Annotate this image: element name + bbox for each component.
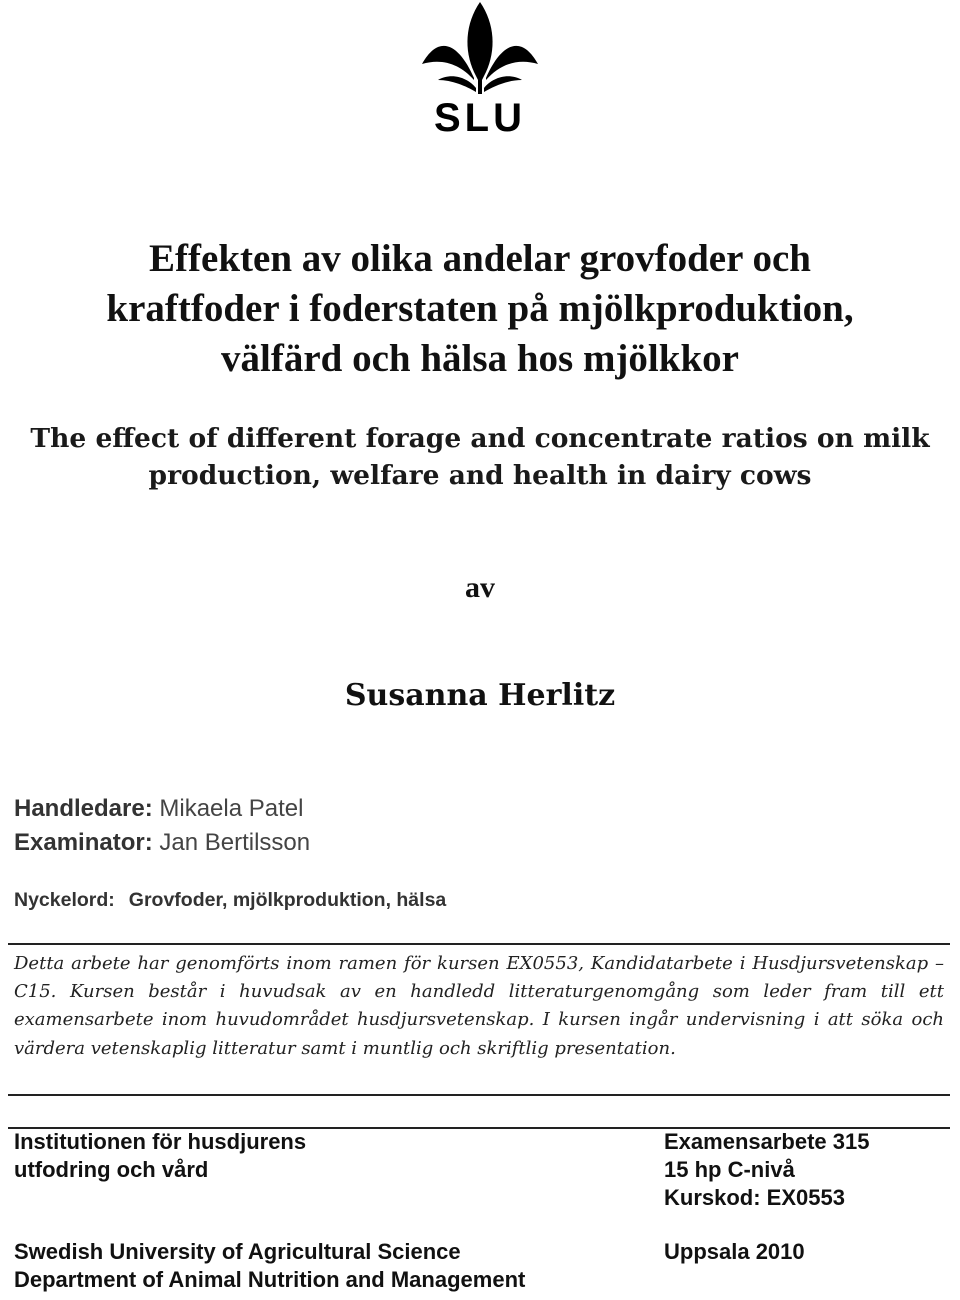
slu-plant-emblem-icon xyxy=(418,0,542,140)
slu-logo xyxy=(418,0,542,140)
credits-level: 15 hp C-nivå xyxy=(664,1157,795,1182)
thesis-title-english xyxy=(0,420,960,494)
title-en-line-2: production, welfare and health in dairy cows xyxy=(148,460,812,491)
course-description: Detta arbete har genomförts inom ramen för kursen EX0553, Kandidatarbete i Husdjursvetenskap – C15. Kursen består i huvudsak av en handledd litteraturgenomgång som leder fram till ett examensarbete inom huvudområdet husdjursvetenskap. I kursen ingår undervisning i att söka och värdera vetenskaplig litteratur samt i muntlig och skriftlig presentation. xyxy=(14,953,944,1059)
supervisor-label: Handledare: xyxy=(14,795,153,822)
examiner-line xyxy=(14,828,310,858)
department-line-2: utfodring och vård xyxy=(14,1157,209,1182)
thesis-number: Examensarbete 315 xyxy=(664,1129,870,1154)
thesis-title-swedish xyxy=(0,234,960,384)
divider-middle xyxy=(8,1094,950,1096)
supervisor-name: Mikaela Patel xyxy=(159,795,304,822)
place-year: Uppsala 2010 xyxy=(664,1239,805,1264)
supervisor-line xyxy=(14,794,303,824)
title-sv-line-1: Effekten av olika andelar grovfoder och xyxy=(149,237,811,280)
examiner-name: Jan Bertilsson xyxy=(159,829,311,856)
slu-wordmark: SLU xyxy=(434,96,526,140)
keywords-line xyxy=(14,886,446,914)
author-name: Susanna Herlitz xyxy=(344,678,616,713)
keywords-label: Nyckelord: xyxy=(14,889,115,911)
university-block xyxy=(14,1238,525,1294)
byline: av xyxy=(465,571,495,604)
divider-top xyxy=(8,943,950,945)
course-code: Kurskod: EX0553 xyxy=(664,1185,845,1210)
department-block xyxy=(14,1128,306,1184)
keywords-value: Grovfoder, mjölkproduktion, hälsa xyxy=(128,889,447,911)
course-info-block xyxy=(664,1128,869,1212)
department-line-1: Institutionen för husdjurens xyxy=(14,1129,307,1154)
title-en-line-1: The effect of different forage and concentrate ratios on milk xyxy=(30,423,930,454)
examiner-label: Examinator: xyxy=(14,829,153,856)
university-name: Swedish University of Agricultural Science xyxy=(14,1239,461,1264)
department-english: Department of Animal Nutrition and Management xyxy=(14,1267,526,1292)
title-sv-line-3: välfärd och hälsa hos mjölkkor xyxy=(221,337,739,380)
title-sv-line-2: kraftfoder i foderstaten på mjölkproduktion, xyxy=(106,287,854,330)
